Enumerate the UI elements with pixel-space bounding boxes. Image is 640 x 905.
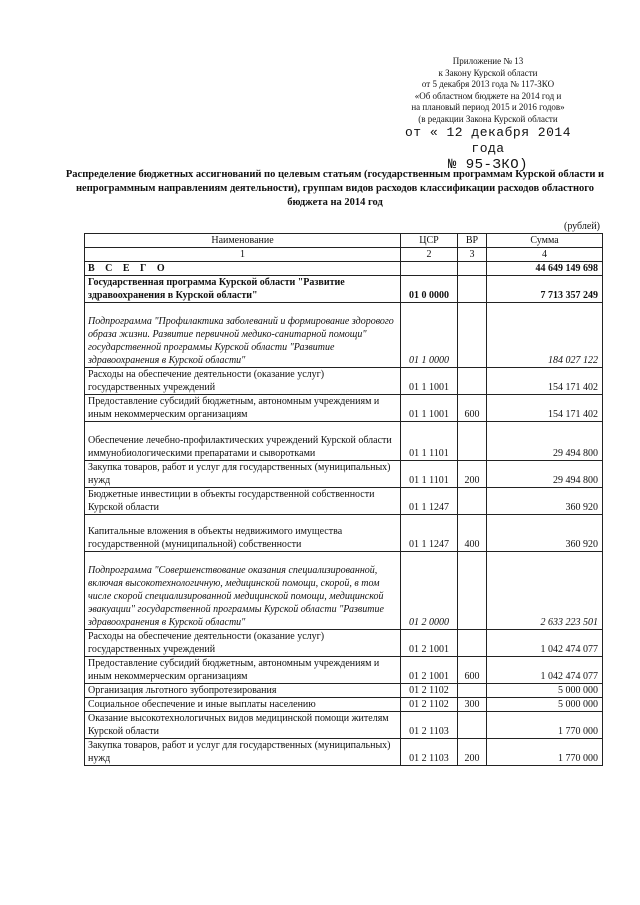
appendix-block: [388, 56, 588, 173]
row-csr: 01 1 1247: [401, 515, 458, 552]
row-sum: 5 000 000: [487, 684, 603, 698]
table-row: [85, 630, 603, 657]
table-row: [85, 303, 603, 368]
row-name: Подпрограмма "Профилактика заболеваний и формирование здорового образа жизни. Развитие первичной медико-санитарной помощи" государственной программы Курской области "Развитие здравоохранения в Курской области": [85, 303, 401, 368]
row-csr: 01 2 1103: [401, 739, 458, 766]
table-row: [85, 488, 603, 515]
col-number: 3: [458, 248, 487, 262]
total-csr: [401, 262, 458, 276]
row-name: Расходы на обеспечение деятельности (оказание услуг) государственных учреждений: [85, 368, 401, 395]
table-row: [85, 395, 603, 422]
row-vr: [458, 684, 487, 698]
row-name: Оказание высокотехнологичных видов медицинской помощи жителям Курской области: [85, 712, 401, 739]
col-number: 2: [401, 248, 458, 262]
row-name: Капитальные вложения в объекты недвижимого имущества государственной (муниципальной) собственности: [85, 515, 401, 552]
units-label: (рублей): [563, 221, 600, 232]
row-vr: [458, 712, 487, 739]
row-vr: [458, 552, 487, 630]
row-csr: 01 0 0000: [401, 276, 458, 303]
table-header-row: [85, 234, 603, 248]
table-row: [85, 739, 603, 766]
row-sum: 1 042 474 077: [487, 630, 603, 657]
row-sum: 7 713 357 249: [487, 276, 603, 303]
row-vr: 400: [458, 515, 487, 552]
col-number: 4: [487, 248, 603, 262]
row-sum: 1 770 000: [487, 712, 603, 739]
appendix-line: на плановый период 2015 и 2016 годов»: [411, 102, 565, 112]
row-name: Предоставление субсидий бюджетным, автономным учреждениям и иным некоммерческим организациям: [85, 657, 401, 684]
column-number-row: [85, 248, 603, 262]
row-csr: 01 2 1102: [401, 698, 458, 712]
row-vr: [458, 422, 487, 461]
row-name: Государственная программа Курской области "Развитие здравоохранения в Курской области": [85, 276, 401, 303]
appendix-line: «Об областном бюджете на 2014 год и: [414, 90, 562, 101]
budget-table: [84, 233, 603, 766]
row-vr: [458, 368, 487, 395]
total-vr: [458, 262, 487, 276]
table-row: [85, 552, 603, 630]
header-csr: ЦСР: [401, 234, 458, 248]
row-sum: 360 920: [487, 515, 603, 552]
header-vr: ВР: [458, 234, 487, 248]
row-sum: 154 171 402: [487, 368, 603, 395]
row-csr: 01 1 1101: [401, 422, 458, 461]
row-vr: 600: [458, 657, 487, 684]
row-sum: 154 171 402: [487, 395, 603, 422]
row-csr: 01 1 1001: [401, 395, 458, 422]
row-sum: 29 494 800: [487, 422, 603, 461]
row-name: Организация льготного зубопротезирования: [85, 684, 401, 698]
table-row: [85, 368, 603, 395]
row-csr: 01 1 1101: [401, 461, 458, 488]
table-row: [85, 515, 603, 552]
total-row: [85, 262, 603, 276]
total-sum: 44 649 149 698: [487, 262, 603, 276]
appendix-line: от 5 декабря 2013 года № 117-ЗКО: [421, 79, 555, 89]
row-csr: 01 1 1001: [401, 368, 458, 395]
row-vr: 200: [458, 739, 487, 766]
row-sum: 1 042 474 077: [487, 657, 603, 684]
table-row: [85, 712, 603, 739]
row-name: Предоставление субсидий бюджетным, автономным учреждениям и иным некоммерческим организациям: [85, 395, 401, 422]
row-sum: 184 027 122: [487, 303, 603, 368]
table-row: [85, 461, 603, 488]
row-vr: [458, 630, 487, 657]
row-name: Подпрограмма "Совершенствование оказания специализированной, включая высокотехнологичную, медицинской помощи, скорой, в том числе скорой специализированной медицинской помощи, медицинской эвакуации" государственной программы Курской области "Развитие здравоохранения в Курской области": [85, 552, 401, 630]
row-vr: 300: [458, 698, 487, 712]
row-vr: 600: [458, 395, 487, 422]
row-csr: 01 2 1102: [401, 684, 458, 698]
table-row: [85, 684, 603, 698]
header-name: Наименование: [85, 234, 401, 248]
row-name: Закупка товаров, работ и услуг для государственных (муниципальных) нужд: [85, 739, 401, 766]
header-sum: Сумма: [487, 234, 603, 248]
row-sum: 360 920: [487, 488, 603, 515]
col-number: 1: [85, 248, 401, 262]
row-csr: 01 2 0000: [401, 552, 458, 630]
document-title: Распределение бюджетных ассигнований по целевым статьям (государственным программам Курской области и непрограммным направлениям деятельности), группам видов расходов классификации расходов областного бюджета на 2014 год: [65, 169, 605, 208]
row-name: Обеспечение лечебно-профилактических учреждений Курской области иммунобиологическими препаратами и сыворотками: [85, 422, 401, 461]
row-csr: 01 2 1103: [401, 712, 458, 739]
row-csr: 01 2 1001: [401, 657, 458, 684]
appendix-line: к Закону Курской области: [438, 67, 538, 78]
row-csr: 01 1 1247: [401, 488, 458, 515]
amendment-date: от « 12 декабря 2014 года: [404, 125, 572, 156]
table-row: [85, 657, 603, 684]
appendix-line: Приложение № 13: [452, 56, 524, 66]
row-vr: [458, 303, 487, 368]
table-row: [85, 276, 603, 303]
table-row: [85, 698, 603, 712]
row-name: Бюджетные инвестиции в объекты государственной собственности Курской области: [85, 488, 401, 515]
row-csr: 01 2 1001: [401, 630, 458, 657]
row-name: Закупка товаров, работ и услуг для государственных (муниципальных) нужд: [85, 461, 401, 488]
table-row: [85, 422, 603, 461]
row-csr: 01 1 0000: [401, 303, 458, 368]
row-name: Расходы на обеспечение деятельности (оказание услуг) государственных учреждений: [85, 630, 401, 657]
total-label: В С Е Г О: [85, 262, 401, 276]
row-vr: 200: [458, 461, 487, 488]
row-sum: 29 494 800: [487, 461, 603, 488]
row-name: Социальное обеспечение и иные выплаты населению: [85, 698, 401, 712]
appendix-line: (в редакции Закона Курской области: [418, 113, 558, 124]
row-sum: 2 633 223 501: [487, 552, 603, 630]
amendment-number: № 95-ЗКО): [447, 157, 529, 173]
row-vr: [458, 276, 487, 303]
row-sum: 5 000 000: [487, 698, 603, 712]
row-vr: [458, 488, 487, 515]
row-sum: 1 770 000: [487, 739, 603, 766]
